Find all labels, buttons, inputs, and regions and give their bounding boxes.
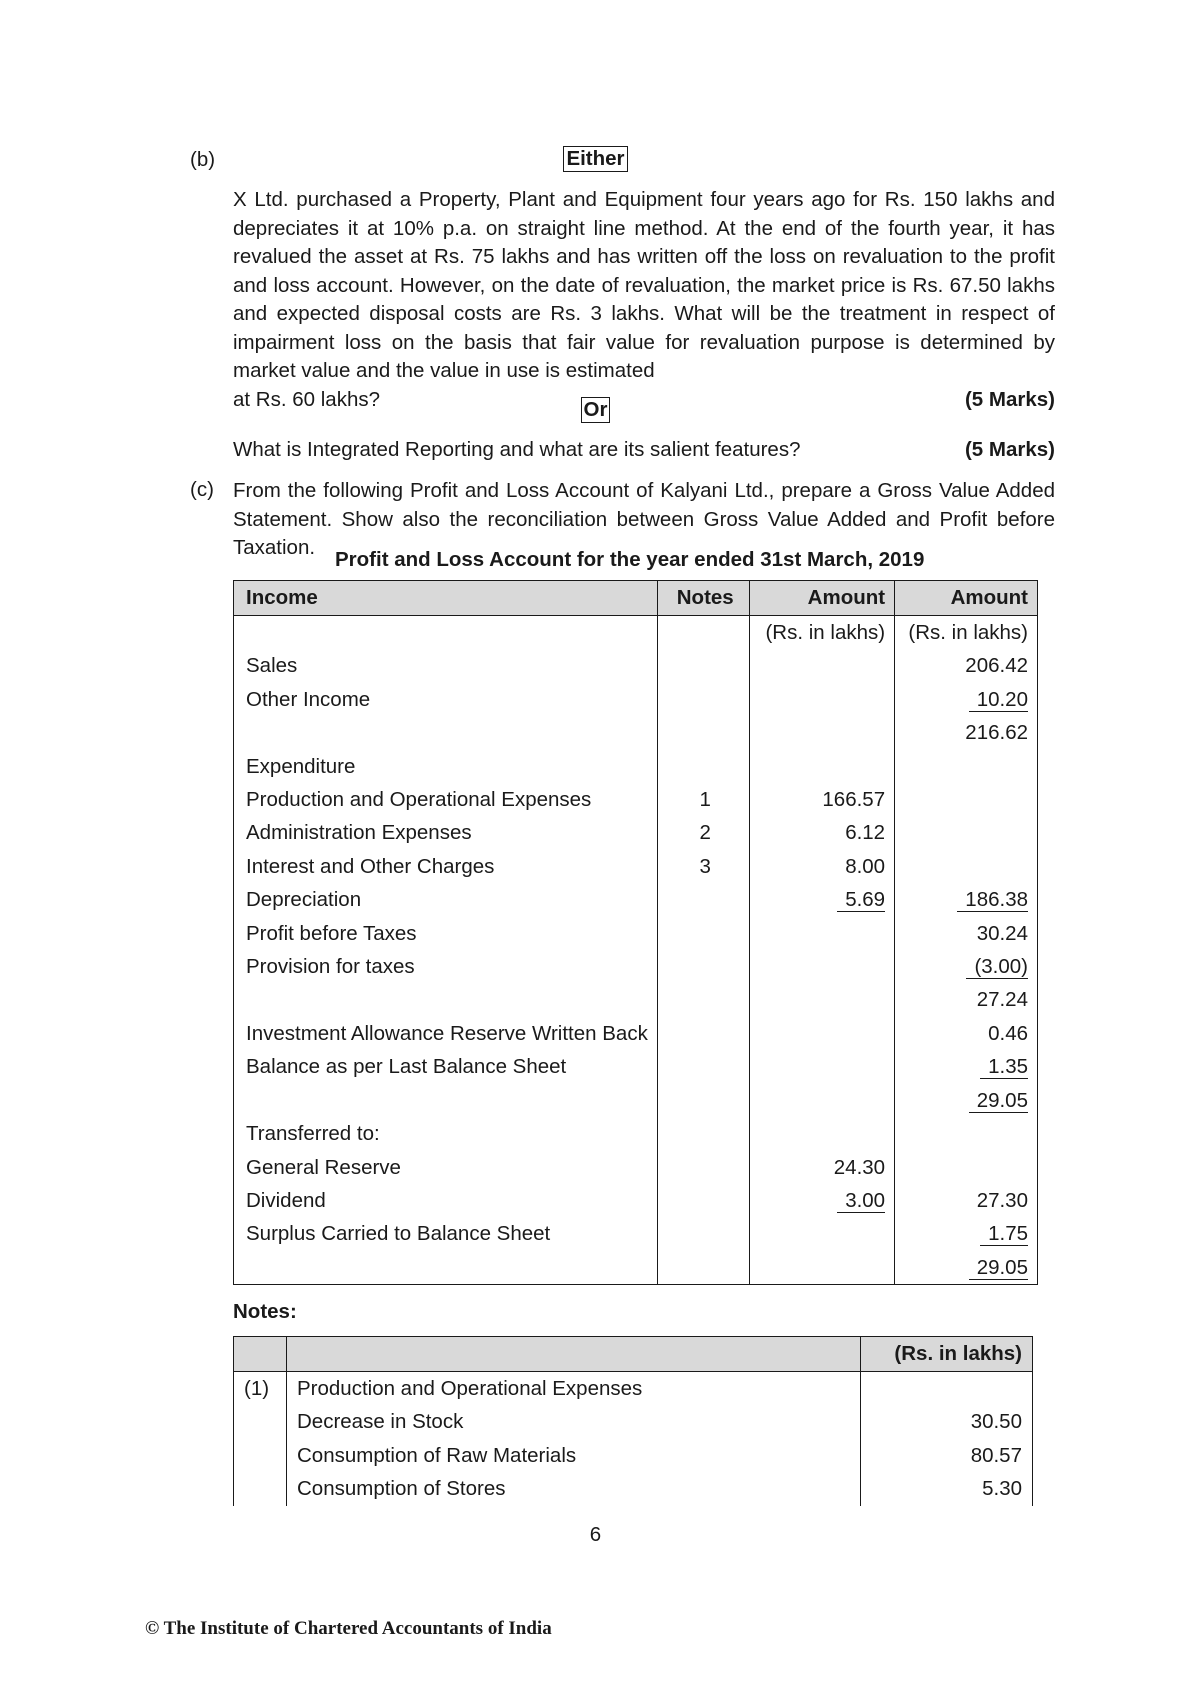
pl-table-title: Profit and Loss Account for the year ended 31st March, 2019 (335, 548, 925, 571)
pl-row-amount-2-cell (895, 649, 1038, 682)
pl-row-amount-2-cell (895, 750, 1038, 783)
pl-row (234, 750, 1038, 783)
pl-row (234, 1017, 1038, 1050)
either-label: Either (563, 146, 627, 172)
pl-row-label: Dividend (246, 1188, 326, 1212)
pl-row (234, 1117, 1038, 1150)
pl-row-label: Administration Expenses (246, 821, 472, 845)
pl-row-amount-1-cell (750, 1017, 895, 1050)
pl-row-note-cell (658, 917, 750, 950)
pl-row-amount-1: 166.57 (822, 788, 886, 812)
pl-row-label: Interest and Other Charges (246, 854, 495, 878)
section-b-label: (b) (190, 148, 216, 171)
notes-row-amount: 5.30 (861, 1472, 1033, 1505)
pl-row-label: Balance as per Last Balance Sheet (246, 1055, 567, 1079)
pl-row-label-cell (234, 1017, 658, 1050)
pl-row-amount-2: 0.46 (988, 1021, 1028, 1045)
pl-row-note: 2 (699, 821, 711, 845)
pl-row-label-cell (234, 983, 658, 1016)
pl-row-note-cell (658, 850, 750, 883)
pl-row-label: Sales (246, 654, 298, 678)
question-b-text: X Ltd. purchased a Property, Plant and Equipment four years ago for Rs. 150 lakhs and depreciates it at 10% p.a. on straight line method. At the end of the fourth year, it has revalued the asset at Rs. 75 lakhs and has written off the loss on revaluation to the profit and loss account. However, on the date of revaluation, the market price is Rs. 67.50 lakhs and expected disposal costs are Rs. 3 lakhs. What will be the treatment in respect of impairment loss on the basis that fair value for revaluation purpose is determined by market value and the value in use is estimated (233, 188, 1055, 382)
pl-row (234, 783, 1038, 816)
pl-row-amount-2: 216.62 (965, 721, 1028, 745)
pl-unit-cell (234, 616, 658, 650)
pl-header-row (234, 581, 1038, 616)
pl-row-note-cell (658, 683, 750, 716)
pl-row-amount-2: 1.35 (980, 1056, 1028, 1079)
pl-row-amount-1-cell (750, 816, 895, 849)
pl-row-label: Depreciation (246, 888, 362, 912)
pl-row-label-cell (234, 750, 658, 783)
pl-row-label-cell (234, 716, 658, 749)
pl-row-amount-1-cell (750, 1184, 895, 1217)
notes-row (234, 1472, 1033, 1505)
pl-row-amount-2-cell (895, 1050, 1038, 1083)
notes-row-amount: 80.57 (861, 1439, 1033, 1472)
pl-row-amount-1: 5.69 (837, 889, 885, 912)
notes-row-label: Consumption of Stores (286, 1472, 860, 1505)
notes-row (234, 1439, 1033, 1472)
pl-row-label: Expenditure (246, 754, 356, 778)
pl-row-amount-1-cell (750, 1050, 895, 1083)
notes-row-number: (1) (234, 1372, 287, 1406)
pl-row-label: Surplus Carried to Balance Sheet (246, 1222, 551, 1246)
pl-row (234, 1050, 1038, 1083)
question-c-text: From the following Profit and Loss Account of Kalyani Ltd., prepare a Gross Value Added Statement. Show also the reconciliation between Gross Value Added and Profit before Taxation. (233, 479, 1055, 559)
pl-row-amount-2: 206.42 (965, 654, 1028, 678)
either-heading (0, 146, 1191, 172)
pl-row-amount-2: 29.05 (969, 1090, 1028, 1113)
pl-row-amount-1-cell (750, 1117, 895, 1150)
pl-header-income: Income (234, 581, 658, 616)
pl-row-label-cell (234, 1217, 658, 1250)
or-heading (0, 397, 1191, 423)
pl-row-amount-2-cell (895, 1117, 1038, 1150)
pl-row-amount-2: 186.38 (957, 889, 1028, 912)
pl-row-amount-2: 27.30 (976, 1188, 1028, 1212)
notes-row-number (234, 1405, 287, 1438)
pl-row-note-cell (658, 750, 750, 783)
pl-row-label-cell (234, 883, 658, 916)
pl-row-label-cell (234, 950, 658, 983)
alt-question-marks: (5 Marks) (964, 438, 1055, 461)
question-b-text-end: at Rs. 60 lakhs? (233, 387, 380, 411)
pl-row-label: General Reserve (246, 1155, 401, 1179)
pl-row-amount-2-cell (895, 1084, 1038, 1117)
notes-row-label: Production and Operational Expenses (286, 1372, 860, 1406)
pl-row-amount-1-cell (750, 950, 895, 983)
pl-row-note-cell (658, 1184, 750, 1217)
pl-row-amount-2: 29.05 (969, 1257, 1028, 1280)
pl-row-label-cell (234, 1151, 658, 1184)
pl-units-row (234, 616, 1038, 650)
pl-row-amount-2: 30.24 (976, 921, 1028, 945)
pl-row-note-cell (658, 883, 750, 916)
pl-row-label: Transferred to: (246, 1122, 380, 1146)
pl-row (234, 917, 1038, 950)
or-label: Or (581, 397, 611, 423)
notes-row-amount: 30.50 (861, 1405, 1033, 1438)
pl-row-label: Profit before Taxes (246, 921, 417, 945)
pl-row-label-cell (234, 683, 658, 716)
pl-row (234, 716, 1038, 749)
pl-row-label: Provision for taxes (246, 955, 415, 979)
pl-row-note-cell (658, 1084, 750, 1117)
pl-row-note-cell (658, 816, 750, 849)
pl-row-label: Investment Allowance Reserve Written Back (246, 1021, 648, 1045)
pl-row (234, 1084, 1038, 1117)
pl-row-amount-2-cell (895, 1017, 1038, 1050)
profit-loss-table (233, 580, 1038, 1285)
pl-row-amount-1-cell (750, 783, 895, 816)
pl-row-note-cell (658, 950, 750, 983)
pl-header-notes: Notes (658, 581, 750, 616)
pl-row-amount-2-cell (895, 1217, 1038, 1250)
pl-row-amount-1-cell (750, 850, 895, 883)
notes-row-amount (861, 1372, 1033, 1406)
pl-row-label-cell (234, 1084, 658, 1117)
pl-row-label: Other Income (246, 687, 371, 711)
pl-row-amount-1-cell (750, 1251, 895, 1285)
pl-row-amount-2-cell (895, 950, 1038, 983)
pl-row-amount-2-cell (895, 983, 1038, 1016)
pl-row-amount-2-cell (895, 716, 1038, 749)
pl-row-label-cell (234, 783, 658, 816)
notes-row-number (234, 1439, 287, 1472)
section-c-label: (c) (190, 478, 214, 501)
pl-row-amount-1: 24.30 (833, 1155, 886, 1179)
pl-row-label-cell (234, 1251, 658, 1285)
pl-row-amount-1: 3.00 (837, 1190, 885, 1213)
pl-row (234, 649, 1038, 682)
notes-header-unit: (Rs. in lakhs) (861, 1337, 1033, 1372)
question-b (233, 186, 1055, 414)
pl-row-amount-2-cell (895, 883, 1038, 916)
pl-row-label-cell (234, 816, 658, 849)
notes-header-row (234, 1337, 1033, 1372)
pl-row-note: 3 (699, 854, 711, 878)
pl-unit-amount-2: (Rs. in lakhs) (895, 616, 1038, 650)
pl-row-note-cell (658, 1251, 750, 1285)
notes-header-blank (286, 1337, 860, 1372)
pl-row (234, 1184, 1038, 1217)
pl-row-label-cell (234, 649, 658, 682)
pl-row-amount-1-cell (750, 883, 895, 916)
pl-row-amount-2-cell (895, 783, 1038, 816)
pl-row-amount-2-cell (895, 683, 1038, 716)
pl-row-note-cell (658, 1117, 750, 1150)
pl-row (234, 1251, 1038, 1285)
pl-row-note: 1 (699, 788, 711, 812)
pl-row (234, 1151, 1038, 1184)
pl-row-amount-1-cell (750, 983, 895, 1016)
pl-row-label: Production and Operational Expenses (246, 788, 592, 812)
pl-row-label-cell (234, 850, 658, 883)
alt-question-b (233, 438, 1055, 462)
pl-row-amount-1-cell (750, 750, 895, 783)
pl-row-amount-1-cell (750, 649, 895, 682)
notes-row (234, 1405, 1033, 1438)
pl-row-amount-2: (3.00) (966, 956, 1028, 979)
notes-row (234, 1372, 1033, 1406)
pl-row (234, 1217, 1038, 1250)
notes-table (233, 1336, 1033, 1506)
alt-question-text: What is Integrated Reporting and what are its salient features? (233, 438, 801, 461)
pl-header-amount-1: Amount (750, 581, 895, 616)
pl-row-note-cell (658, 1151, 750, 1184)
page-number: 6 (589, 1523, 602, 1546)
pl-row-note-cell (658, 716, 750, 749)
pl-row-amount-2-cell (895, 917, 1038, 950)
pl-row-amount-1-cell (750, 716, 895, 749)
pl-row-amount-2: 1.75 (980, 1223, 1028, 1246)
pl-row-amount-2: 10.20 (969, 689, 1028, 712)
pl-row (234, 850, 1038, 883)
pl-row-note-cell (658, 783, 750, 816)
pl-unit-amount-1: (Rs. in lakhs) (750, 616, 895, 650)
pl-row-label-cell (234, 1117, 658, 1150)
pl-row-amount-1-cell (750, 917, 895, 950)
pl-row-amount-2-cell (895, 816, 1038, 849)
pl-row-amount-1-cell (750, 683, 895, 716)
pl-row-amount-1-cell (750, 1084, 895, 1117)
notes-row-label: Decrease in Stock (286, 1405, 860, 1438)
pl-row-amount-2-cell (895, 1151, 1038, 1184)
pl-row (234, 683, 1038, 716)
pl-row (234, 883, 1038, 916)
notes-heading: Notes: (233, 1300, 297, 1323)
pl-unit-cell (658, 616, 750, 650)
pl-row (234, 983, 1038, 1016)
pl-row-note-cell (658, 1050, 750, 1083)
pl-row-amount-2: 27.24 (976, 988, 1028, 1012)
pl-row-amount-1: 6.12 (845, 821, 886, 845)
pl-row-amount-2-cell (895, 850, 1038, 883)
pl-row-amount-2-cell (895, 1184, 1038, 1217)
pl-row-label-cell (234, 1050, 658, 1083)
pl-row-note-cell (658, 1017, 750, 1050)
question-b-marks: (5 Marks) (964, 387, 1055, 411)
pl-row-label-cell (234, 1184, 658, 1217)
pl-row-label-cell (234, 917, 658, 950)
footer-copyright: © The Institute of Chartered Accountants of India (145, 1618, 552, 1639)
pl-row-amount-1: 8.00 (845, 854, 886, 878)
pl-row-amount-2-cell (895, 1251, 1038, 1285)
notes-row-number (234, 1472, 287, 1505)
pl-row-note-cell (658, 1217, 750, 1250)
pl-row-amount-1-cell (750, 1217, 895, 1250)
pl-row (234, 950, 1038, 983)
pl-row-note-cell (658, 649, 750, 682)
pl-header-amount-2: Amount (895, 581, 1038, 616)
pl-row (234, 816, 1038, 849)
notes-header-blank (234, 1337, 287, 1372)
pl-row-amount-1-cell (750, 1151, 895, 1184)
pl-row-note-cell (658, 983, 750, 1016)
notes-row-label: Consumption of Raw Materials (286, 1439, 860, 1472)
